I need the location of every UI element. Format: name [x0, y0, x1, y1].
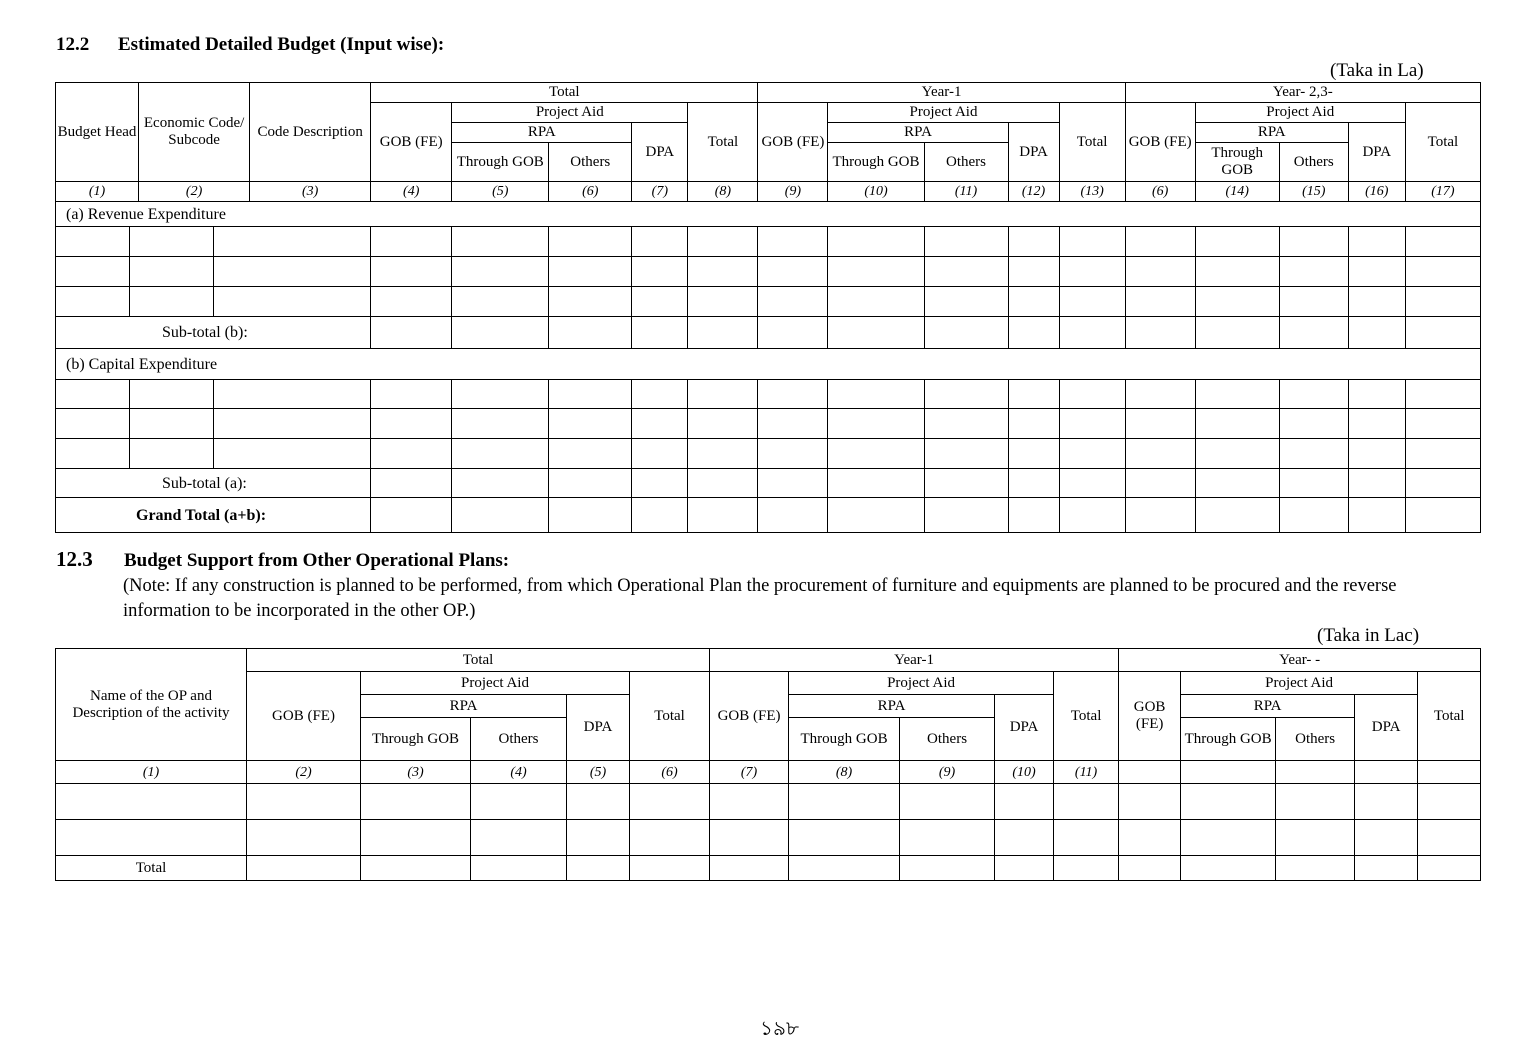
- header-op-name: Name of the OP and Description of the activity: [56, 649, 247, 761]
- header-gob-fe: GOB (FE): [371, 103, 452, 182]
- header-total-group: Total: [247, 649, 710, 672]
- estimated-budget-table: [55, 82, 1481, 533]
- col-num: (1): [56, 182, 139, 202]
- subtotal-b-label: Sub-total (b):: [56, 317, 371, 349]
- col-num: (14): [1195, 182, 1279, 202]
- subtotal-a-label: Sub-total (a):: [56, 469, 371, 498]
- table-row: [56, 820, 1481, 856]
- header-others: Others: [900, 718, 995, 761]
- header-gob-fe: GOB (FE): [247, 672, 361, 761]
- column-number-row: [56, 761, 1481, 784]
- header-year23-group: Year- 2,3-: [1125, 83, 1480, 103]
- header-dpa: DPA: [1355, 695, 1418, 761]
- revenue-expenditure-label: (a) Revenue Expenditure: [56, 202, 1481, 227]
- col-num: (7): [632, 182, 688, 202]
- col-num: (8): [688, 182, 758, 202]
- col-num: (2): [139, 182, 250, 202]
- grand-total-row: [56, 498, 1481, 533]
- header-dpa: DPA: [567, 695, 630, 761]
- header-through-gob: Through GOB: [1181, 718, 1276, 761]
- header-through-gob: Through GOB: [789, 718, 900, 761]
- header-through-gob: Through GOB: [361, 718, 471, 761]
- col-num: (5): [567, 761, 630, 784]
- header-gob-fe: GOB (FE): [758, 103, 828, 182]
- header-code-description: Code Description: [250, 83, 371, 182]
- column-number-row: [56, 182, 1481, 202]
- table-row: [56, 227, 1481, 257]
- header-project-aid: Project Aid: [1195, 103, 1405, 123]
- header-total: Total: [1059, 103, 1125, 182]
- header-dpa: DPA: [632, 123, 688, 182]
- section-12-3-note: (Note: If any construction is planned to be performed, from which Operational Plan the procurement of furniture and equipments are planned to be procured and the reverse information to be incorporated in the other OP.): [123, 576, 1397, 621]
- header-through-gob: Through GOB: [1195, 143, 1279, 182]
- table-row: [56, 439, 1481, 469]
- budget-support-table: [55, 648, 1481, 881]
- header-gob-fe: GOB (FE): [1119, 672, 1181, 761]
- section-12-2-title: Estimated Detailed Budget (Input wise):: [118, 34, 445, 55]
- header-rpa: RPA: [789, 695, 995, 718]
- header-project-aid: Project Aid: [361, 672, 630, 695]
- col-num: (7): [710, 761, 789, 784]
- col-num: (6): [549, 182, 632, 202]
- col-num: (2): [247, 761, 361, 784]
- table-row: [56, 409, 1481, 439]
- section-12-3-number: 12.3: [56, 547, 93, 571]
- header-others: Others: [924, 143, 1008, 182]
- table-row: [56, 380, 1481, 409]
- col-num: (4): [371, 182, 452, 202]
- col-num: (10): [995, 761, 1054, 784]
- col-num: (5): [452, 182, 549, 202]
- col-num: (6): [1125, 182, 1195, 202]
- capital-expenditure-label: (b) Capital Expenditure: [56, 349, 1481, 380]
- section-12-3-title: Budget Support from Other Operational Plans:: [124, 550, 510, 571]
- header-through-gob: Through GOB: [828, 143, 924, 182]
- section-12-3-unit: (Taka in Lac): [1317, 625, 1420, 646]
- header-year1-group: Year-1: [710, 649, 1119, 672]
- table-row: [56, 257, 1481, 287]
- col-num: (3): [361, 761, 471, 784]
- header-project-aid: Project Aid: [828, 103, 1059, 123]
- header-total: Total: [1405, 103, 1480, 182]
- col-num: (9): [900, 761, 995, 784]
- header-total: Total: [688, 103, 758, 182]
- col-num: (16): [1348, 182, 1405, 202]
- grand-total-label: Grand Total (a+b):: [56, 498, 371, 533]
- col-num: (11): [1054, 761, 1119, 784]
- header-budget-head: Budget Head: [56, 83, 139, 182]
- header-dpa: DPA: [1348, 123, 1405, 182]
- col-num: (11): [924, 182, 1008, 202]
- header-total-group: Total: [371, 83, 758, 103]
- header-others: Others: [549, 143, 632, 182]
- header-project-aid: Project Aid: [1181, 672, 1418, 695]
- header-total: Total: [1054, 672, 1119, 761]
- col-num: (9): [758, 182, 828, 202]
- header-total: Total: [1418, 672, 1481, 761]
- header-dpa: DPA: [995, 695, 1054, 761]
- col-num: (4): [471, 761, 567, 784]
- section-12-2-number: 12.2: [56, 34, 90, 55]
- col-num: (6): [630, 761, 710, 784]
- page-number: ১৯৮: [760, 1016, 799, 1040]
- section-12-2-unit: (Taka in La): [1330, 60, 1424, 81]
- header-rpa: RPA: [452, 123, 632, 143]
- col-num: (13): [1059, 182, 1125, 202]
- total-row: [56, 856, 1481, 881]
- header-others: Others: [1276, 718, 1355, 761]
- header-rpa: RPA: [1195, 123, 1348, 143]
- header-dpa: DPA: [1008, 123, 1059, 182]
- header-rpa: RPA: [828, 123, 1008, 143]
- col-num: (10): [828, 182, 924, 202]
- header-economic-code: Economic Code/ Subcode: [139, 83, 250, 182]
- header-others: Others: [1279, 143, 1348, 182]
- header-year2-group: Year- -: [1119, 649, 1481, 672]
- col-num: (3): [250, 182, 371, 202]
- header-project-aid: Project Aid: [789, 672, 1054, 695]
- subtotal-b-row: [56, 317, 1481, 349]
- col-num: (8): [789, 761, 900, 784]
- total-row-label: Total: [56, 856, 247, 881]
- table-row: [56, 784, 1481, 820]
- col-num: (15): [1279, 182, 1348, 202]
- header-total: Total: [630, 672, 710, 761]
- header-year1-group: Year-1: [758, 83, 1125, 103]
- subtotal-a-row: [56, 469, 1481, 498]
- col-num: (1): [56, 761, 247, 784]
- header-gob-fe: GOB (FE): [710, 672, 789, 761]
- header-rpa: RPA: [1181, 695, 1355, 718]
- table-row: [56, 287, 1481, 317]
- header-through-gob: Through GOB: [452, 143, 549, 182]
- col-num: (17): [1405, 182, 1480, 202]
- header-others: Others: [471, 718, 567, 761]
- col-num: (12): [1008, 182, 1059, 202]
- header-project-aid: Project Aid: [452, 103, 688, 123]
- header-rpa: RPA: [361, 695, 567, 718]
- header-gob-fe: GOB (FE): [1125, 103, 1195, 182]
